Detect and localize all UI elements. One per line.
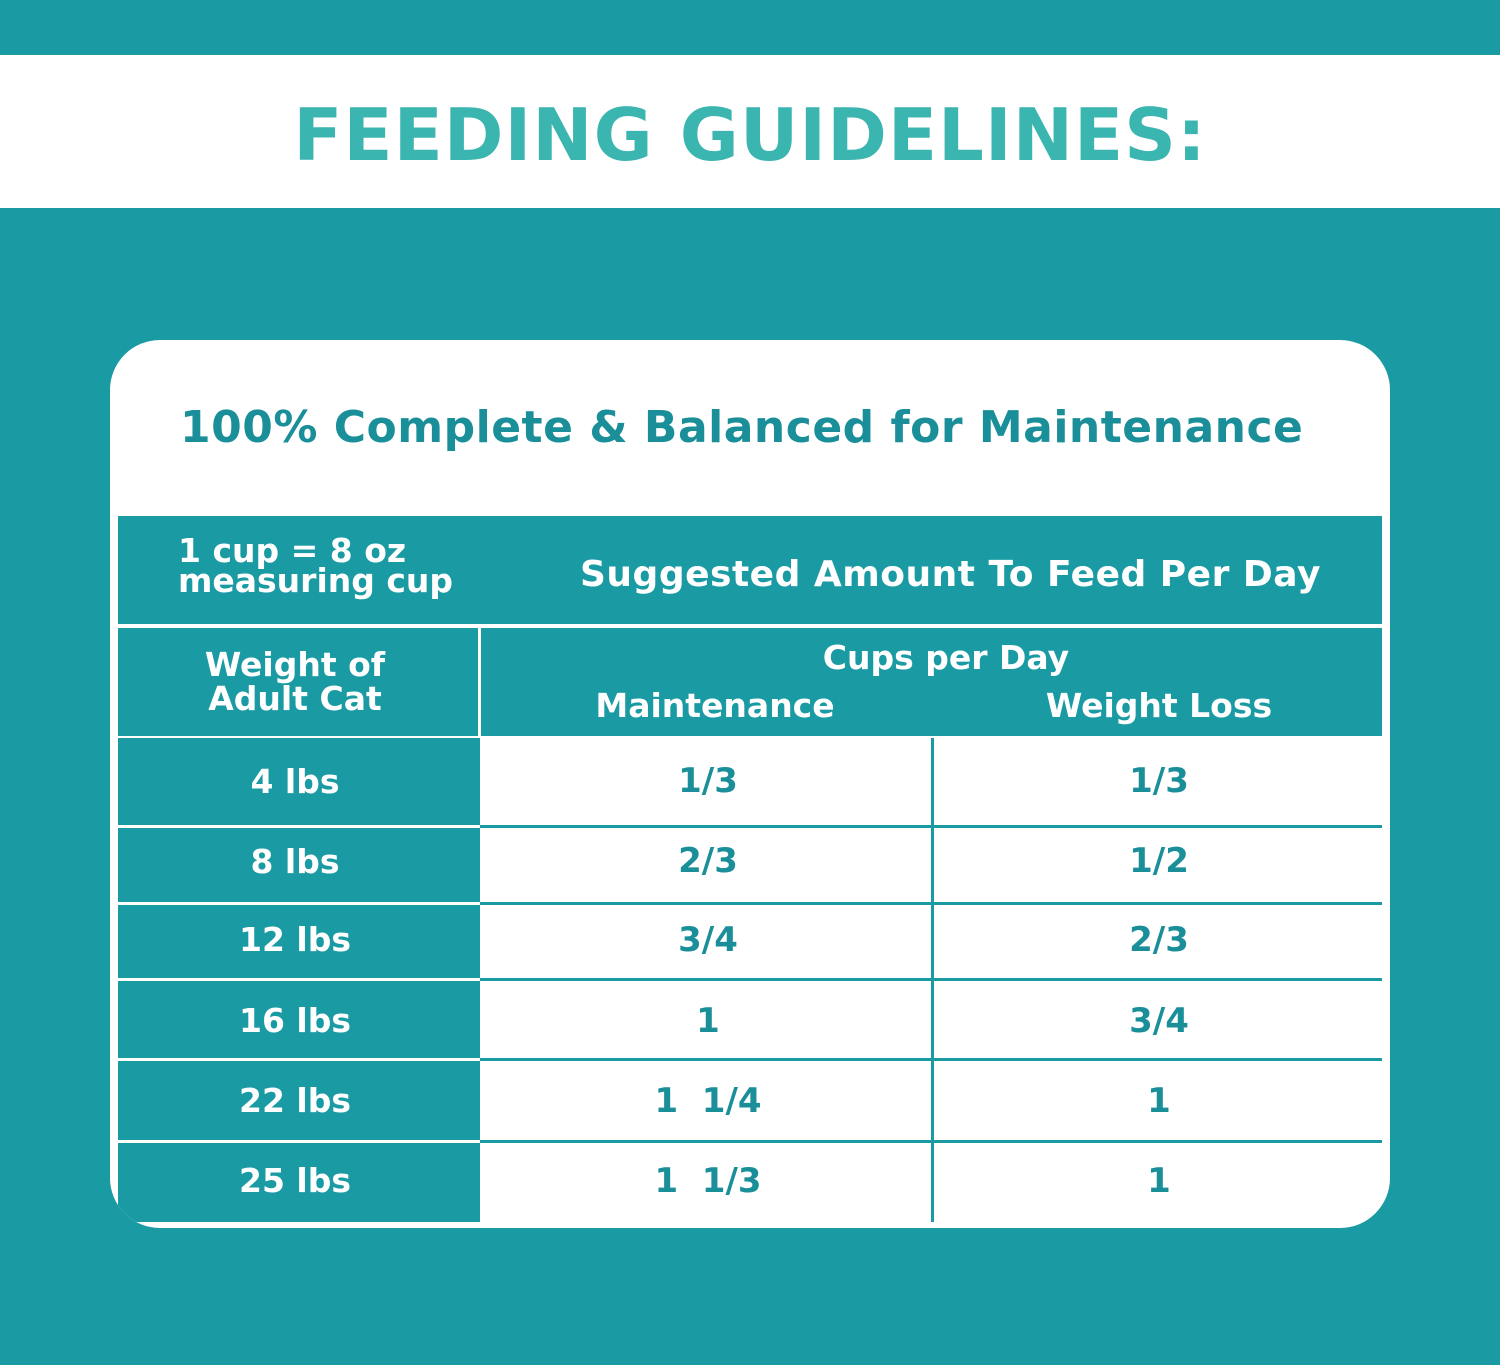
unit-note-line1: 1 cup = 8 oz [178,531,407,570]
row-weight-loss: 1/3 [1129,761,1189,801]
header-band [0,55,1500,208]
card-heading: 100% Complete & Balanced for Maintenance [180,402,1304,453]
row-weight: 8 lbs [250,842,340,881]
row-maintenance: 1 1/4 [654,1081,762,1121]
row-weight: 4 lbs [250,762,340,801]
weight-header-line1: Weight of [204,645,386,684]
weight-row-divider [118,978,480,981]
weight-row-divider [118,825,480,828]
unit-note-line2: measuring cup [178,561,454,600]
row-weight-loss: 2/3 [1129,920,1189,960]
maintenance-header: Maintenance [595,686,835,725]
weight-loss-header: Weight Loss [1045,686,1273,725]
row-maintenance: 1 [696,1001,720,1041]
row-maintenance: 2/3 [678,841,738,881]
weight-row-divider [118,1140,480,1143]
cups-per-day-header: Cups per Day [822,638,1070,677]
top-band [0,0,1500,55]
weight-row-divider [118,902,480,905]
row-maintenance: 3/4 [678,920,738,960]
page-title: FEEDING GUIDELINES: [293,92,1207,177]
row-maintenance: 1 1/3 [654,1161,762,1201]
suggested-amount-label: Suggested Amount To Feed Per Day [580,554,1321,595]
row-weight-loss: 1 [1147,1081,1171,1121]
column-divider [931,738,934,1222]
weight-column-header [110,645,480,718]
row-weight-loss: 1/2 [1129,841,1189,881]
weight-header-line2: Adult Cat [208,679,382,718]
row-weight: 22 lbs [239,1081,351,1120]
feeding-card [110,340,1390,1228]
row-weight: 25 lbs [239,1161,351,1200]
unit-note [178,531,454,600]
row-weight: 16 lbs [239,1001,351,1040]
row-maintenance: 1/3 [678,761,738,801]
row-weight-loss: 3/4 [1129,1001,1189,1041]
weight-row-divider [118,1058,480,1061]
row-weight: 12 lbs [239,920,351,959]
row-weight-loss: 1 [1147,1161,1171,1201]
